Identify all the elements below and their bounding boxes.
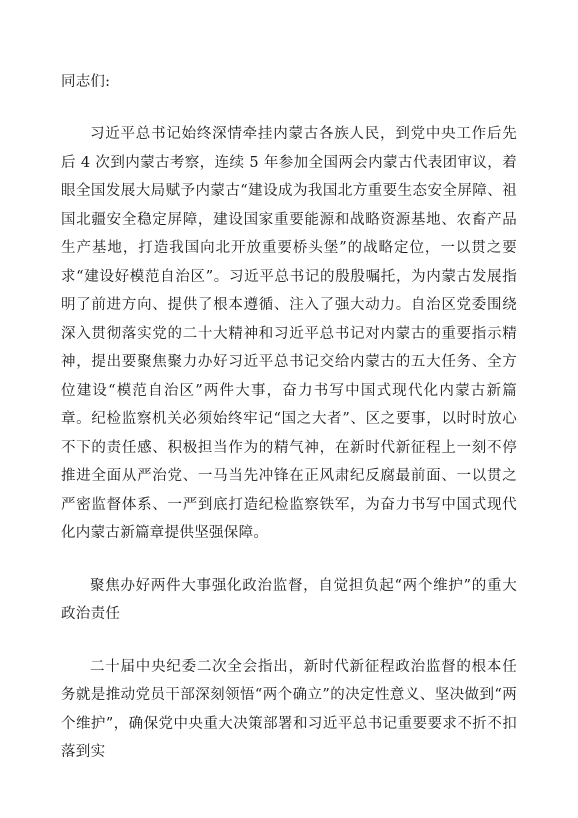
section-heading: 聚焦办好两件大事强化政治监督，自觉担负起“两个维护”的重大政治责任: [61, 577, 517, 622]
salutation: 同志们:: [61, 74, 111, 90]
body-paragraph-1: 习近平总书记始终深情牵挂内蒙古各族人民，到党中央工作后先后 4 次到内蒙古考察，连续 5 年参加全国两会内蒙古代表团审议，着眼全国发展大局赋予内蒙古“建设成为我国北方重要生态安全屏障、祖国北疆安全稳定屏障，建设国家重要能源和战略资源基地、农畜产品生产基地，打造我国向北开放重要桥头堡”的战略定位，一以贯之要求“建设好模范自治区”。习近平总书记的殷殷嘱托，为内蒙古发展指明了前进方向、提供了根本遵循、注入了强大动力。自治区党委围绕深入贯彻落实党的二十大精神和习近平总书记对内蒙古的重要指示精神，提出要聚焦聚力办好习近平总书记交给内蒙古的五大任务、全方位建设“模范自治区”两件大事，奋力书写中国式现代化内蒙古新篇章。纪检监察机关必须始终牢记“国之大者”、区之要事，以时时放心不下的责任感、积极担当作为的精气神，在新时代新征程上一刻不停推进全面从严治党、一马当先冲锋在正风肃纪反腐最前面、一以贯之严密监督体系、一严到底打造纪检监察铁军，为奋力书写中国式现代化内蒙古新篇章提供坚强保障。: [61, 126, 517, 541]
body-paragraph-2: 二十届中央纪委二次全会指出，新时代新征程政治监督的根本任务就是推动党员干部深刻领悟“两个确立”的决定性意义、坚决做到“两个维护”，确保党中央重大决策部署和习近平总书记重要要求不折不扣落到实: [61, 658, 517, 760]
